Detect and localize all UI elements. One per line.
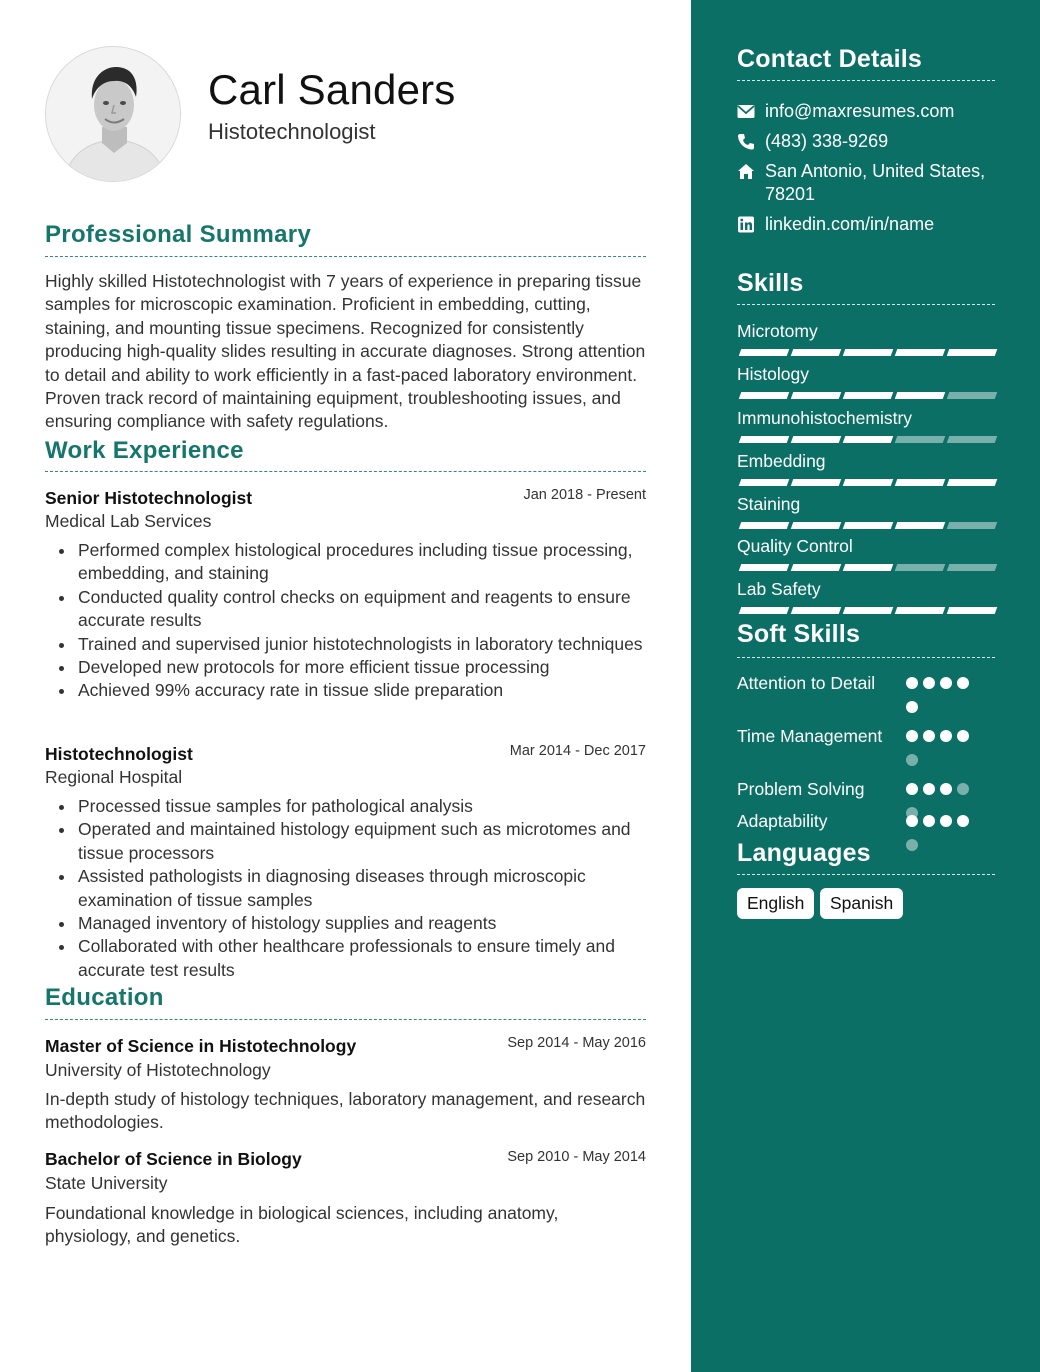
languages-heading: Languages — [737, 839, 871, 867]
skill-name: Embedding — [737, 451, 826, 471]
skills-heading: Skills — [737, 269, 804, 297]
list-item: Trained and supervised junior histotechnologists in laboratory techniques — [78, 633, 646, 656]
soft-skill-dot — [957, 783, 969, 795]
skill-level-segment — [739, 607, 790, 614]
soft-skill-dot — [906, 815, 918, 827]
list-item: Collaborated with other healthcare professionals to ensure timely and accurate test results — [78, 935, 646, 982]
skill-level-segment — [739, 392, 790, 399]
skill-level-segment — [947, 392, 998, 399]
job-title: Senior Histotechnologist — [45, 488, 253, 508]
degree-dates: Sep 2010 - May 2014 — [507, 1149, 646, 1165]
skill-level-segment — [791, 479, 842, 486]
soft-skill-dot — [906, 677, 918, 689]
education-divider — [45, 1019, 646, 1020]
skill-name: Histology — [737, 364, 809, 384]
skill-level-segment — [895, 607, 946, 614]
skill-level-segment — [843, 564, 894, 571]
soft-skill-dot — [906, 839, 918, 851]
contact-divider — [737, 80, 995, 81]
soft-skill-dot — [957, 730, 969, 742]
contact-phone-text: (483) 338-9269 — [765, 131, 889, 151]
linkedin-icon — [737, 216, 755, 233]
skill-name: Quality Control — [737, 536, 853, 556]
skills-divider — [737, 304, 995, 305]
school-name: State University — [45, 1173, 168, 1193]
contact-address — [737, 160, 995, 206]
contact-heading: Contact Details — [737, 45, 922, 73]
list-item: Achieved 99% accuracy rate in tissue slide preparation — [78, 679, 646, 702]
skill-name: Microtomy — [737, 321, 818, 341]
soft-skill-dot — [957, 815, 969, 827]
skill-level-segment — [739, 349, 790, 356]
list-item: Assisted pathologists in diagnosing diseases through microscopic examination of tissue samples — [78, 865, 646, 912]
soft-skill-dot — [906, 730, 918, 742]
main-column — [45, 0, 646, 1372]
avatar — [45, 46, 181, 182]
skill-level-segment — [895, 436, 946, 443]
job-dates: Mar 2014 - Dec 2017 — [509, 743, 646, 759]
avatar-portrait-icon — [46, 47, 181, 182]
skill-level-segment — [843, 522, 894, 529]
skill-level-segment — [843, 349, 894, 356]
degree-description: In-depth study of histology techniques, laboratory management, and research methodologies. — [45, 1089, 646, 1133]
skill-name: Immunohistochemistry — [737, 408, 913, 428]
languages-divider — [737, 874, 995, 875]
soft-skill-dot — [906, 701, 918, 713]
candidate-role: Histotechnologist — [208, 119, 376, 144]
soft-skill-name: Attention to Detail — [737, 673, 876, 693]
summary-text: Highly skilled Histotechnologist with 7 years of experience in preparing tissue samples for microscopic examination. Proficient in embedding, cutting, staining, and mounting tissue specimens. Recognized for consistently producing high-quality slides resulting in accurate diagnoses. Strong attention to detail and ability to work efficiently in a fast-paced laboratory environment. Proven track record of maintaining equipment, troubleshooting issues, and ensuring compliance with safety regulations. — [45, 271, 646, 432]
soft-skills-heading: Soft Skills — [737, 620, 861, 648]
skill-level-bar — [737, 564, 995, 571]
skill-level-segment — [843, 479, 894, 486]
degree-dates: Sep 2014 - May 2016 — [507, 1035, 646, 1051]
soft-skill-dot — [923, 815, 935, 827]
soft-skill-name: Problem Solving — [737, 779, 865, 799]
soft-skill-dot — [940, 677, 952, 689]
list-item: Processed tissue samples for pathological analysis — [78, 795, 646, 818]
skill-level-segment — [791, 392, 842, 399]
soft-skill-dot — [940, 730, 952, 742]
degree-description: Foundational knowledge in biological sciences, including anatomy, physiology, and genetics. — [45, 1203, 559, 1247]
language-badge: Spanish — [820, 888, 903, 919]
school-name: University of Histotechnology — [45, 1060, 271, 1080]
skill-level-segment — [947, 522, 998, 529]
job-title: Histotechnologist — [45, 744, 193, 764]
soft-skill-name: Time Management — [737, 726, 883, 746]
skill-name: Lab Safety — [737, 579, 821, 599]
skill-level-segment — [843, 607, 894, 614]
list-item: Performed complex histological procedures including tissue processing, embedding, and staining — [78, 539, 646, 586]
job-org: Regional Hospital — [45, 767, 183, 787]
soft-skill-dot — [940, 815, 952, 827]
skill-level-segment — [895, 479, 946, 486]
soft-skill-dot — [923, 677, 935, 689]
skill-level-segment — [791, 564, 842, 571]
soft-skill-name: Adaptability — [737, 811, 828, 831]
skill-level-segment — [895, 349, 946, 356]
skill-level-segment — [843, 436, 894, 443]
contact-email[interactable] — [737, 100, 995, 123]
skill-level-segment — [739, 436, 790, 443]
soft-skills-divider — [737, 657, 995, 658]
experience-heading: Work Experience — [45, 437, 244, 464]
skill-level-bar — [737, 479, 995, 486]
contact-address-text: San Antonio, United States, 78201 — [765, 161, 986, 204]
soft-skill-dot — [923, 730, 935, 742]
job-bullets — [78, 539, 646, 703]
skill-level-bar — [737, 392, 995, 399]
skill-level-bar — [737, 607, 995, 614]
skill-level-segment — [947, 349, 998, 356]
job-org: Medical Lab Services — [45, 511, 212, 531]
skill-level-segment — [947, 479, 998, 486]
skill-level-bar — [737, 522, 995, 529]
education-heading: Education — [45, 984, 164, 1011]
home-icon — [737, 163, 755, 180]
soft-skill-dot — [906, 783, 918, 795]
soft-skill-dot — [940, 783, 952, 795]
skill-level-segment — [791, 522, 842, 529]
skill-level-segment — [947, 564, 998, 571]
language-badge: English — [737, 888, 814, 919]
list-item: Operated and maintained histology equipment such as microtomes and tissue processors — [78, 818, 646, 865]
skill-level-segment — [947, 607, 998, 614]
skill-level-bar — [737, 436, 995, 443]
skill-name: Staining — [737, 494, 801, 514]
contact-linkedin[interactable] — [737, 213, 995, 236]
contact-linkedin-text: linkedin.com/in/name — [765, 214, 935, 234]
skill-level-segment — [895, 522, 946, 529]
contact-phone[interactable] — [737, 130, 995, 153]
skill-level-bar — [737, 349, 995, 356]
sidebar — [691, 0, 1040, 1372]
soft-skill-dot — [957, 677, 969, 689]
skill-level-segment — [791, 349, 842, 356]
summary-heading: Professional Summary — [45, 221, 312, 248]
soft-skill-dot — [906, 754, 918, 766]
degree-title: Master of Science in Histotechnology — [45, 1036, 357, 1056]
skill-level-segment — [739, 522, 790, 529]
contact-email-text: info@maxresumes.com — [765, 101, 955, 121]
skill-level-segment — [947, 436, 998, 443]
list-item: Managed inventory of histology supplies and reagents — [78, 912, 646, 935]
skill-level-segment — [739, 564, 790, 571]
degree-title: Bachelor of Science in Biology — [45, 1149, 302, 1169]
list-item: Conducted quality control checks on equipment and reagents to ensure accurate results — [78, 586, 646, 633]
candidate-name: Carl Sanders — [208, 66, 456, 113]
skill-level-segment — [791, 607, 842, 614]
summary-divider — [45, 256, 646, 257]
skill-level-segment — [895, 392, 946, 399]
phone-icon — [737, 133, 755, 150]
job-dates: Jan 2018 - Present — [523, 487, 646, 503]
envelope-icon — [737, 103, 755, 120]
skill-level-segment — [895, 564, 946, 571]
skill-level-segment — [739, 479, 790, 486]
experience-divider — [45, 471, 646, 472]
soft-skill-dot — [923, 783, 935, 795]
job-bullets — [78, 795, 646, 982]
skill-level-segment — [843, 392, 894, 399]
skill-level-segment — [791, 436, 842, 443]
list-item: Developed new protocols for more efficient tissue processing — [78, 656, 646, 679]
